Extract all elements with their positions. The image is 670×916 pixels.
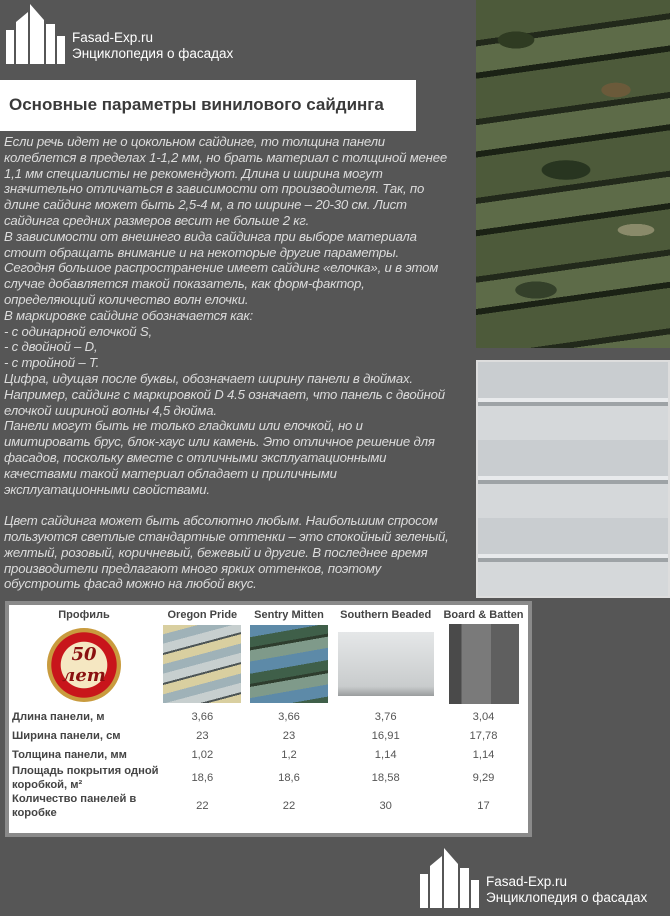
cell-value: 16,91 (371, 729, 400, 742)
text-line: 1,1 мм специалисты не рекомендуют. Длина и ширина могут (4, 165, 383, 181)
site-tagline: Энциклопедия о фасадах (486, 890, 648, 905)
text-line: колеблется в пределах 1-1,2 мм, но брать материал с толщиной менее (4, 149, 448, 165)
cell-value: 3,66 (191, 710, 214, 723)
text-line (4, 497, 476, 513)
cell-value: 18,6 (278, 772, 300, 784)
row-label: Количество панелей в коробке (12, 793, 137, 819)
text-line: случае добавляется такой показатель, как форм-фактор, (4, 276, 365, 292)
row-label: Толщина панели, мм (12, 748, 127, 761)
cell-value: 1,14 (374, 748, 397, 761)
text-line: - с тройной – T. (4, 355, 100, 371)
oregon-pride-image (163, 625, 241, 703)
camo-siding-photo (476, 0, 670, 348)
site-name: Fasad-Exp.ru (486, 874, 568, 889)
col-header: Southern Beaded (340, 609, 432, 621)
sentry-mitten-image (250, 625, 328, 703)
cell-value: 1,2 (281, 748, 297, 761)
site-logo[interactable] (6, 4, 233, 64)
text-line: стоит обращать внимание и на некоторые другие параметры. (4, 244, 399, 260)
southern-beaded-image (338, 632, 434, 696)
text-line: В маркировке сайдинг обозначается как: (4, 307, 253, 323)
row-label: Длина панели, м (12, 710, 105, 723)
text-line: эксплуатационными свойствами. (4, 481, 210, 497)
cell-value: 22 (282, 800, 296, 812)
warranty-seal-icon: 50 лет (47, 628, 121, 702)
col-header: Sentry Mitten (254, 609, 324, 621)
cell-value: 30 (379, 800, 392, 812)
text-line: сайдинга средних размеров весит не больше 2 кг. (4, 212, 310, 228)
text-line: Сегодня большое распространение имеет сайдинг «елочка», и в этом (4, 260, 439, 276)
text-line: Цифра, идущая после буквы, обозначает ширину панели в дюймах. (4, 370, 413, 386)
cell-value: 17,78 (469, 729, 498, 742)
article-text (4, 134, 476, 592)
col-header: Oregon Pride (167, 609, 238, 621)
text-line: имитировать брус, блок-хаус или камень. Это отличное решение для (4, 434, 435, 450)
text-line: пользуются светлые стандартные оттенки – это спокойный зеленый, (4, 528, 449, 544)
text-line: Если речь идет не о цокольном сайдинге, то толщина панели (4, 134, 385, 149)
site-tagline: Энциклопедия о фасадах (72, 46, 234, 61)
site-name: Fasad-Exp.ru (72, 30, 154, 45)
buildings-logo-icon (6, 4, 66, 64)
page-title: Основные параметры винилового сайдинга (0, 80, 416, 131)
col-header: Board & Batten (443, 609, 524, 621)
text-line: Например, сайдинг с маркировкой D 4.5 означает, что панель с двойной (4, 386, 445, 402)
text-line: Цвет сайдинга может быть абсолютно любым. Наибольшим спросом (4, 513, 438, 529)
table-row (9, 726, 528, 745)
table-row (9, 745, 528, 764)
cell-value: 18,6 (191, 772, 214, 784)
site-logo-footer[interactable] (420, 848, 647, 908)
cell-value: 3,66 (278, 710, 300, 723)
cell-value: 3,76 (374, 710, 397, 723)
cell-value: 22 (196, 800, 209, 812)
cell-value: 17 (477, 800, 490, 812)
text-line: длине сайдинг может быть 2,5-4 м, а по ширине – 20-30 см. Лист (4, 197, 407, 213)
board-batten-image (449, 624, 519, 704)
text-line: Панели могут быть не только гладкими или елочкой, но и (4, 418, 363, 434)
text-line: значительно отличаться в зависимости от производителя. Так, по (4, 181, 425, 197)
table-row (9, 707, 528, 726)
cell-value: 23 (196, 729, 209, 742)
text-line: фасадов, поскольку вместе с отличными эксплуатационными (4, 449, 387, 465)
text-line: желтый, розовый, коричневый, бежевый и другие. В последнее время (4, 544, 428, 560)
text-line: елочкой шириной волны 4,5 дюйма. (4, 402, 217, 418)
row-label: Ширина панели, см (12, 729, 121, 742)
text-line: - с двойной – D, (4, 339, 98, 355)
row-label: Площадь покрытия одной коробкой, м² (12, 765, 159, 791)
cell-value: 1,02 (191, 748, 214, 761)
col-header: Профиль (58, 609, 110, 621)
text-line: обустроить фасад можно на любой вкус. (4, 576, 257, 592)
text-line: определяющий количество волн елочки. (4, 291, 249, 307)
cell-value: 3,04 (472, 710, 495, 723)
text-line: качествами такой материал обладает и приличными (4, 465, 337, 481)
text-line: В зависимости от внешнего вида сайдинга при выборе материала (4, 228, 417, 244)
buildings-logo-icon (420, 848, 480, 908)
text-line: - с одинарной елочкой S, (4, 323, 152, 339)
siding-comparison-table (5, 601, 532, 837)
gray-siding-photo (476, 360, 670, 598)
table-row (9, 792, 528, 820)
text-line: производители предлагают много ярких оттенков, поэтому (4, 560, 381, 576)
table-row (9, 764, 528, 792)
cell-value: 9,29 (472, 772, 495, 784)
cell-value: 23 (282, 729, 296, 742)
cell-value: 1,14 (472, 748, 495, 761)
cell-value: 18,58 (371, 772, 400, 784)
